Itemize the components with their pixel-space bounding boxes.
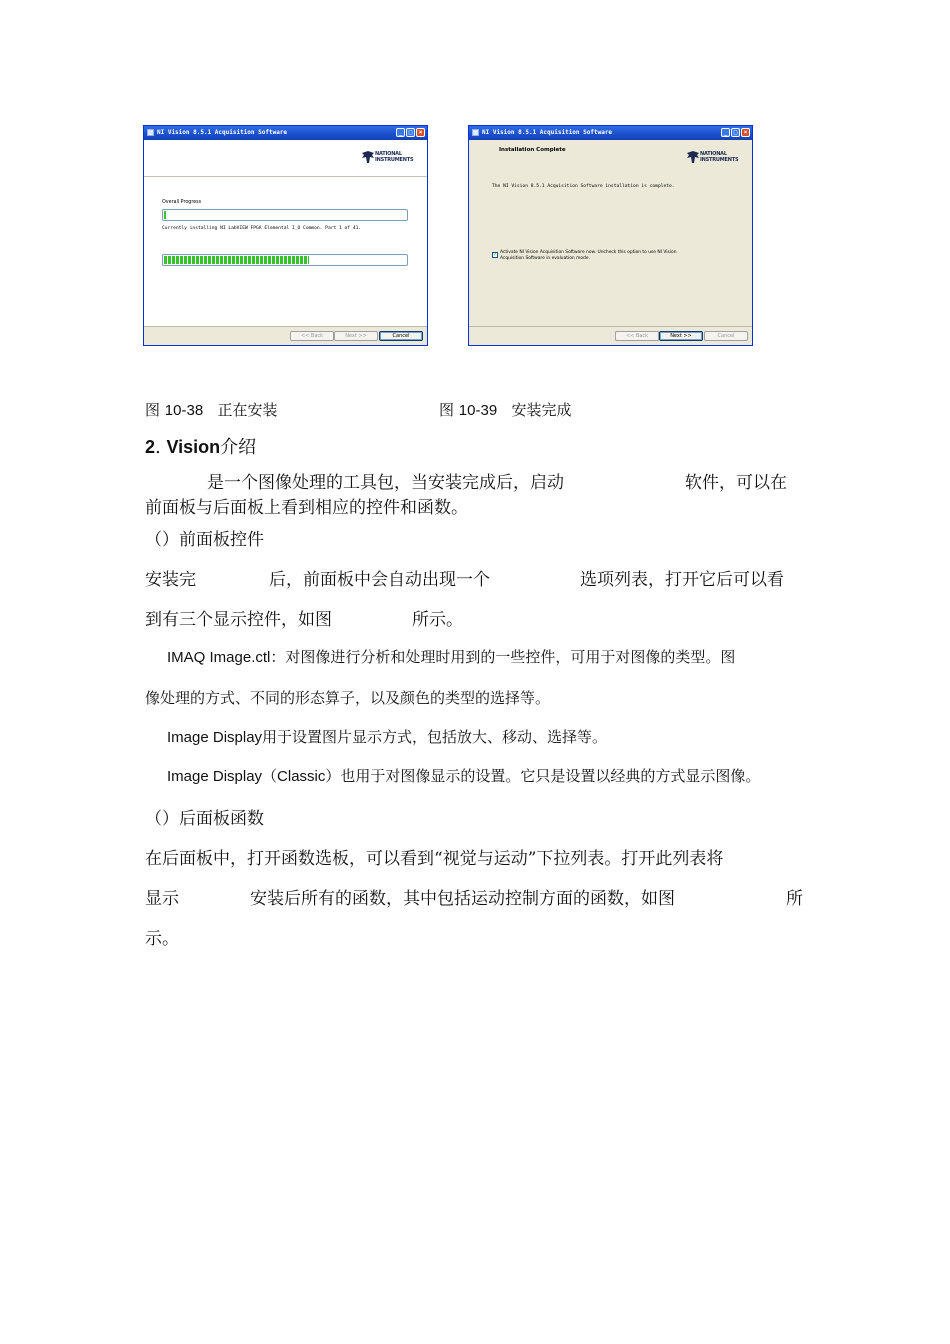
item-classic-name: Image Display (167, 768, 263, 785)
para2-a: 安装完 (145, 570, 196, 590)
section-title-en: Vision (166, 437, 221, 457)
logo-line1: NATIONAL (700, 151, 727, 157)
next-button[interactable]: Next >> (334, 331, 378, 341)
item-classic-paren: （Classic） (262, 768, 341, 785)
overall-progress-label: Overall Progress (162, 200, 202, 205)
item-image-display-classic (167, 765, 760, 786)
logo-line2: INSTRUMENTS (700, 157, 739, 163)
dialog-content (469, 140, 752, 327)
para3-line1: 在后面板中，打开函数选板，可以看到“视觉与运动”下拉列表。打开此列表将 (145, 849, 724, 869)
section-sep: . (155, 437, 161, 458)
part-progress-bar (162, 254, 408, 266)
next-button[interactable]: Next >> (659, 331, 703, 341)
paren-close: ） (162, 809, 179, 829)
overall-progress-bar (162, 209, 408, 221)
subheading-front-panel (145, 525, 264, 550)
item-imaq-image (167, 646, 735, 667)
paren-close: ） (162, 530, 179, 550)
para3-b: 安装后所有的函数，其中包括运动控制方面的函数，如图 (250, 889, 675, 909)
section-heading (145, 433, 256, 459)
ni-logo (686, 150, 744, 164)
paren-open: （ (145, 809, 162, 829)
title-bar (469, 126, 752, 140)
maximize-icon[interactable]: □ (731, 128, 740, 137)
minimize-icon[interactable]: _ (396, 128, 405, 137)
back-button[interactable]: << Back (290, 331, 334, 341)
app-icon (147, 129, 154, 136)
para2-b: 后，前面板中会自动出现一个 (269, 570, 490, 590)
item-imaq-name: IMAQ Image.ctl (167, 649, 271, 666)
back-button[interactable]: << Back (615, 331, 659, 341)
para2-e: 所示。 (412, 610, 463, 630)
item-imaq-line2: 像处理的方式、不同的形态算子，以及颜色的类型的选择等。 (145, 689, 551, 707)
app-icon (472, 129, 479, 136)
figure-caption-10-39 (439, 399, 572, 420)
section-number: 2 (145, 437, 156, 457)
caption-text: 正在安装 (217, 401, 278, 419)
subheading-title: 前面板控件 (179, 530, 264, 550)
dialog-header (469, 140, 752, 176)
complete-message: The NI Vision 8.5.1 Acquisition Software installation is complete. (492, 184, 675, 189)
para1-line2: 前面板与后面板上看到相应的控件和函数。 (145, 498, 468, 518)
part-progress-fill (164, 256, 309, 264)
para1-a: 是一个图像处理的工具包，当安装完成后，启动 (207, 473, 564, 493)
dialog-footer (144, 326, 427, 345)
title-bar (144, 126, 427, 140)
activate-checkbox[interactable] (492, 252, 498, 258)
para2-c: 选项列表，打开它后可以看 (580, 570, 784, 590)
item-display-desc: 用于设置图片显示方式，包括放大、移动、选择等。 (262, 728, 608, 746)
para2-d: 到有三个显示控件，如图 (145, 610, 332, 630)
installation-complete-title: Installation Complete (499, 147, 566, 153)
item-display-name: Image Display (167, 729, 263, 746)
para3-c: 所 (786, 889, 803, 909)
para1-b: 软件，可以在 (685, 473, 787, 493)
section-title-cn: 介绍 (220, 437, 257, 458)
item-image-display (167, 726, 607, 747)
window-title: NI Vision 8.5.1 Acquisition Software (157, 129, 288, 136)
cancel-button[interactable]: Cancel (704, 331, 748, 341)
para3-line3: 示。 (145, 929, 179, 949)
check-mark-icon: ✓ (493, 252, 498, 258)
activate-checkbox-label-line1: Activate NI Vision Acquisition Software now. Uncheck this option to use NI Vision (500, 250, 677, 255)
installing-dialog-screenshot (143, 125, 428, 346)
caption-number: 10-39 (458, 402, 498, 419)
dialog-content (144, 140, 427, 327)
install-status-text: Currently installing NI LabVIEW FPGA Elemental I_O Common. Part 1 of 41. (162, 226, 362, 231)
close-icon[interactable]: × (741, 128, 750, 137)
ni-logo (361, 150, 419, 164)
item-imaq-desc: ：对图像进行分析和处理时用到的一些控件，可用于对图像的类型。图 (270, 648, 736, 666)
logo-line2: INSTRUMENTS (375, 157, 414, 163)
close-icon[interactable]: × (416, 128, 425, 137)
maximize-icon[interactable]: □ (406, 128, 415, 137)
dialog-header (144, 140, 427, 177)
cancel-button[interactable]: Cancel (379, 331, 423, 341)
caption-prefix: 图 (439, 401, 455, 419)
para3-a: 显示 (145, 889, 179, 909)
ni-eagle-icon (361, 150, 375, 164)
window-title: NI Vision 8.5.1 Acquisition Software (482, 129, 613, 136)
caption-prefix: 图 (145, 401, 161, 419)
paren-open: （ (145, 530, 162, 550)
dialog-footer (469, 326, 752, 345)
item-classic-desc: 也用于对图像显示的设置。它只是设置以经典的方式显示图像。 (340, 767, 761, 785)
overall-progress-fill (164, 211, 166, 219)
minimize-icon[interactable]: _ (721, 128, 730, 137)
subheading-title: 后面板函数 (179, 809, 264, 829)
logo-line1: NATIONAL (375, 151, 402, 157)
subheading-back-panel (145, 804, 264, 829)
complete-dialog-screenshot (468, 125, 753, 346)
ni-eagle-icon (686, 150, 700, 164)
activate-checkbox-label-line2: Acquisition Software in evaluation mode. (500, 256, 590, 261)
caption-text: 安装完成 (511, 401, 572, 419)
figure-caption-10-38 (145, 399, 278, 420)
caption-number: 10-38 (164, 402, 204, 419)
